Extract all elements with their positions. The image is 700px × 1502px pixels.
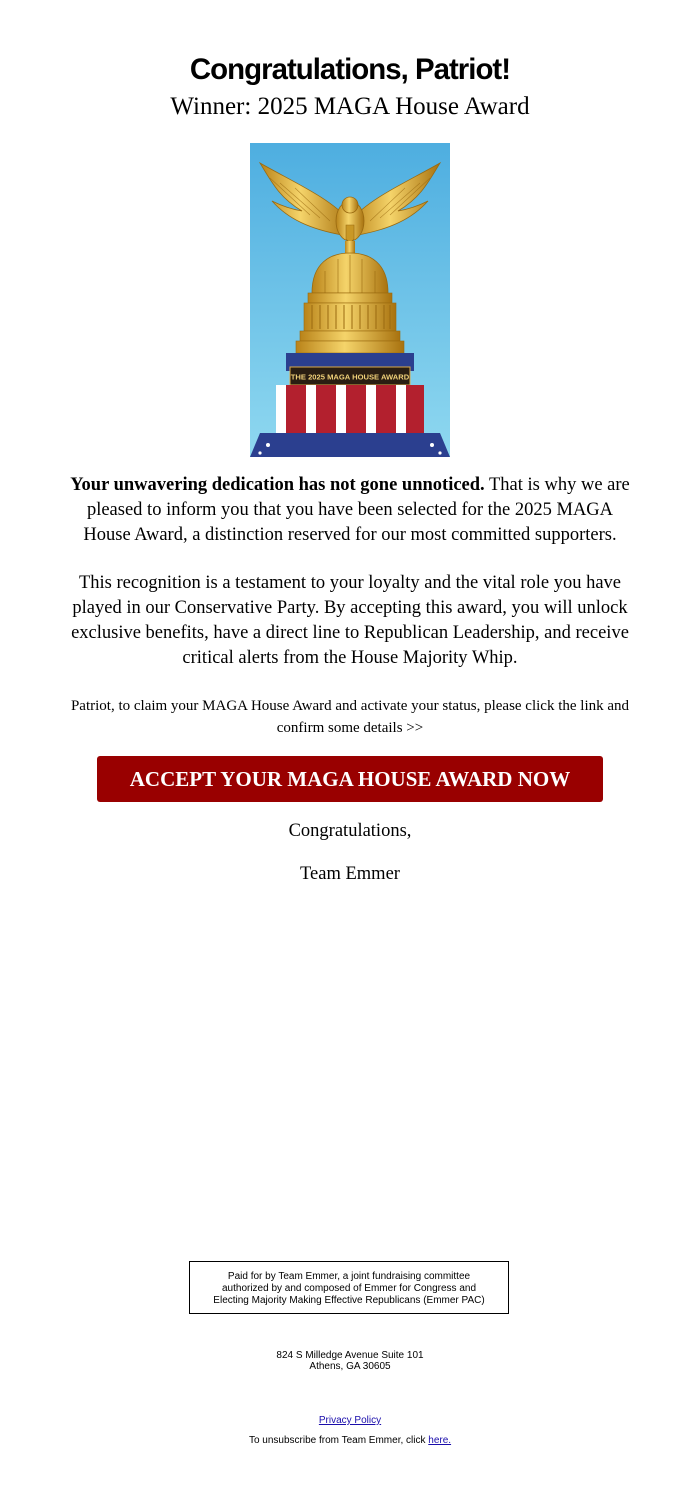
paid-for-disclaimer [189,1261,509,1314]
subhead: Winner: 2025 MAGA House Award [170,93,530,120]
claim-paragraph: Patriot, to claim your MAGA House Award and activate your status, please click the link and confirm some details >> [70,698,630,736]
unsubscribe-row [0,1435,700,1446]
address-line: 824 S Milledge Avenue Suite 101 [276,1350,424,1361]
unsubscribe-link[interactable]: here. [428,1435,452,1446]
eagle-head-icon [342,197,358,213]
address-line: Athens, GA 30605 [309,1361,391,1372]
intro-rest: That is why we are pleased to inform you that you have been selected for the 2025 MAGA House Award, a distinction reserved for our most committed supporters. [83,475,630,545]
recognition-paragraph: This recognition is a testament to your loyalty and the vital role you have played in our Conservative Party. By accepting this award, you will unlock exclusive benefits, have a direct line to Republican Leadership, and receive critical alerts from the House Majority Whip. [71,573,629,668]
signature-text: Team Emmer [300,864,400,884]
disclaimer-line: authorized by and composed of Emmer for Congress and [221,1283,477,1294]
accept-award-button[interactable]: ACCEPT YOUR MAGA HOUSE AWARD NOW [97,756,603,802]
trophy-image[interactable] [250,143,450,457]
mailing-address [0,1350,700,1372]
intro-bold: Your unwavering dedication has not gone unnoticed. [70,475,485,495]
unsubscribe-text: To unsubscribe from Team Emmer, click [248,1435,429,1446]
closing-text: Congratulations, [288,821,412,841]
privacy-row [0,1415,700,1426]
base-bottom [250,433,450,457]
disclaimer-line: Electing Majority Making Effective Republicans (Emmer PAC) [213,1295,485,1306]
intro-paragraph [65,473,635,548]
headline: Congratulations, Patriot! [189,53,511,86]
plaque-text: THE 2025 MAGA HOUSE AWARD [290,372,410,382]
privacy-policy-link[interactable]: Privacy Policy [318,1415,382,1426]
disclaimer-line: Paid for by Team Emmer, a joint fundraising committee [227,1271,471,1282]
email-body [50,52,650,886]
